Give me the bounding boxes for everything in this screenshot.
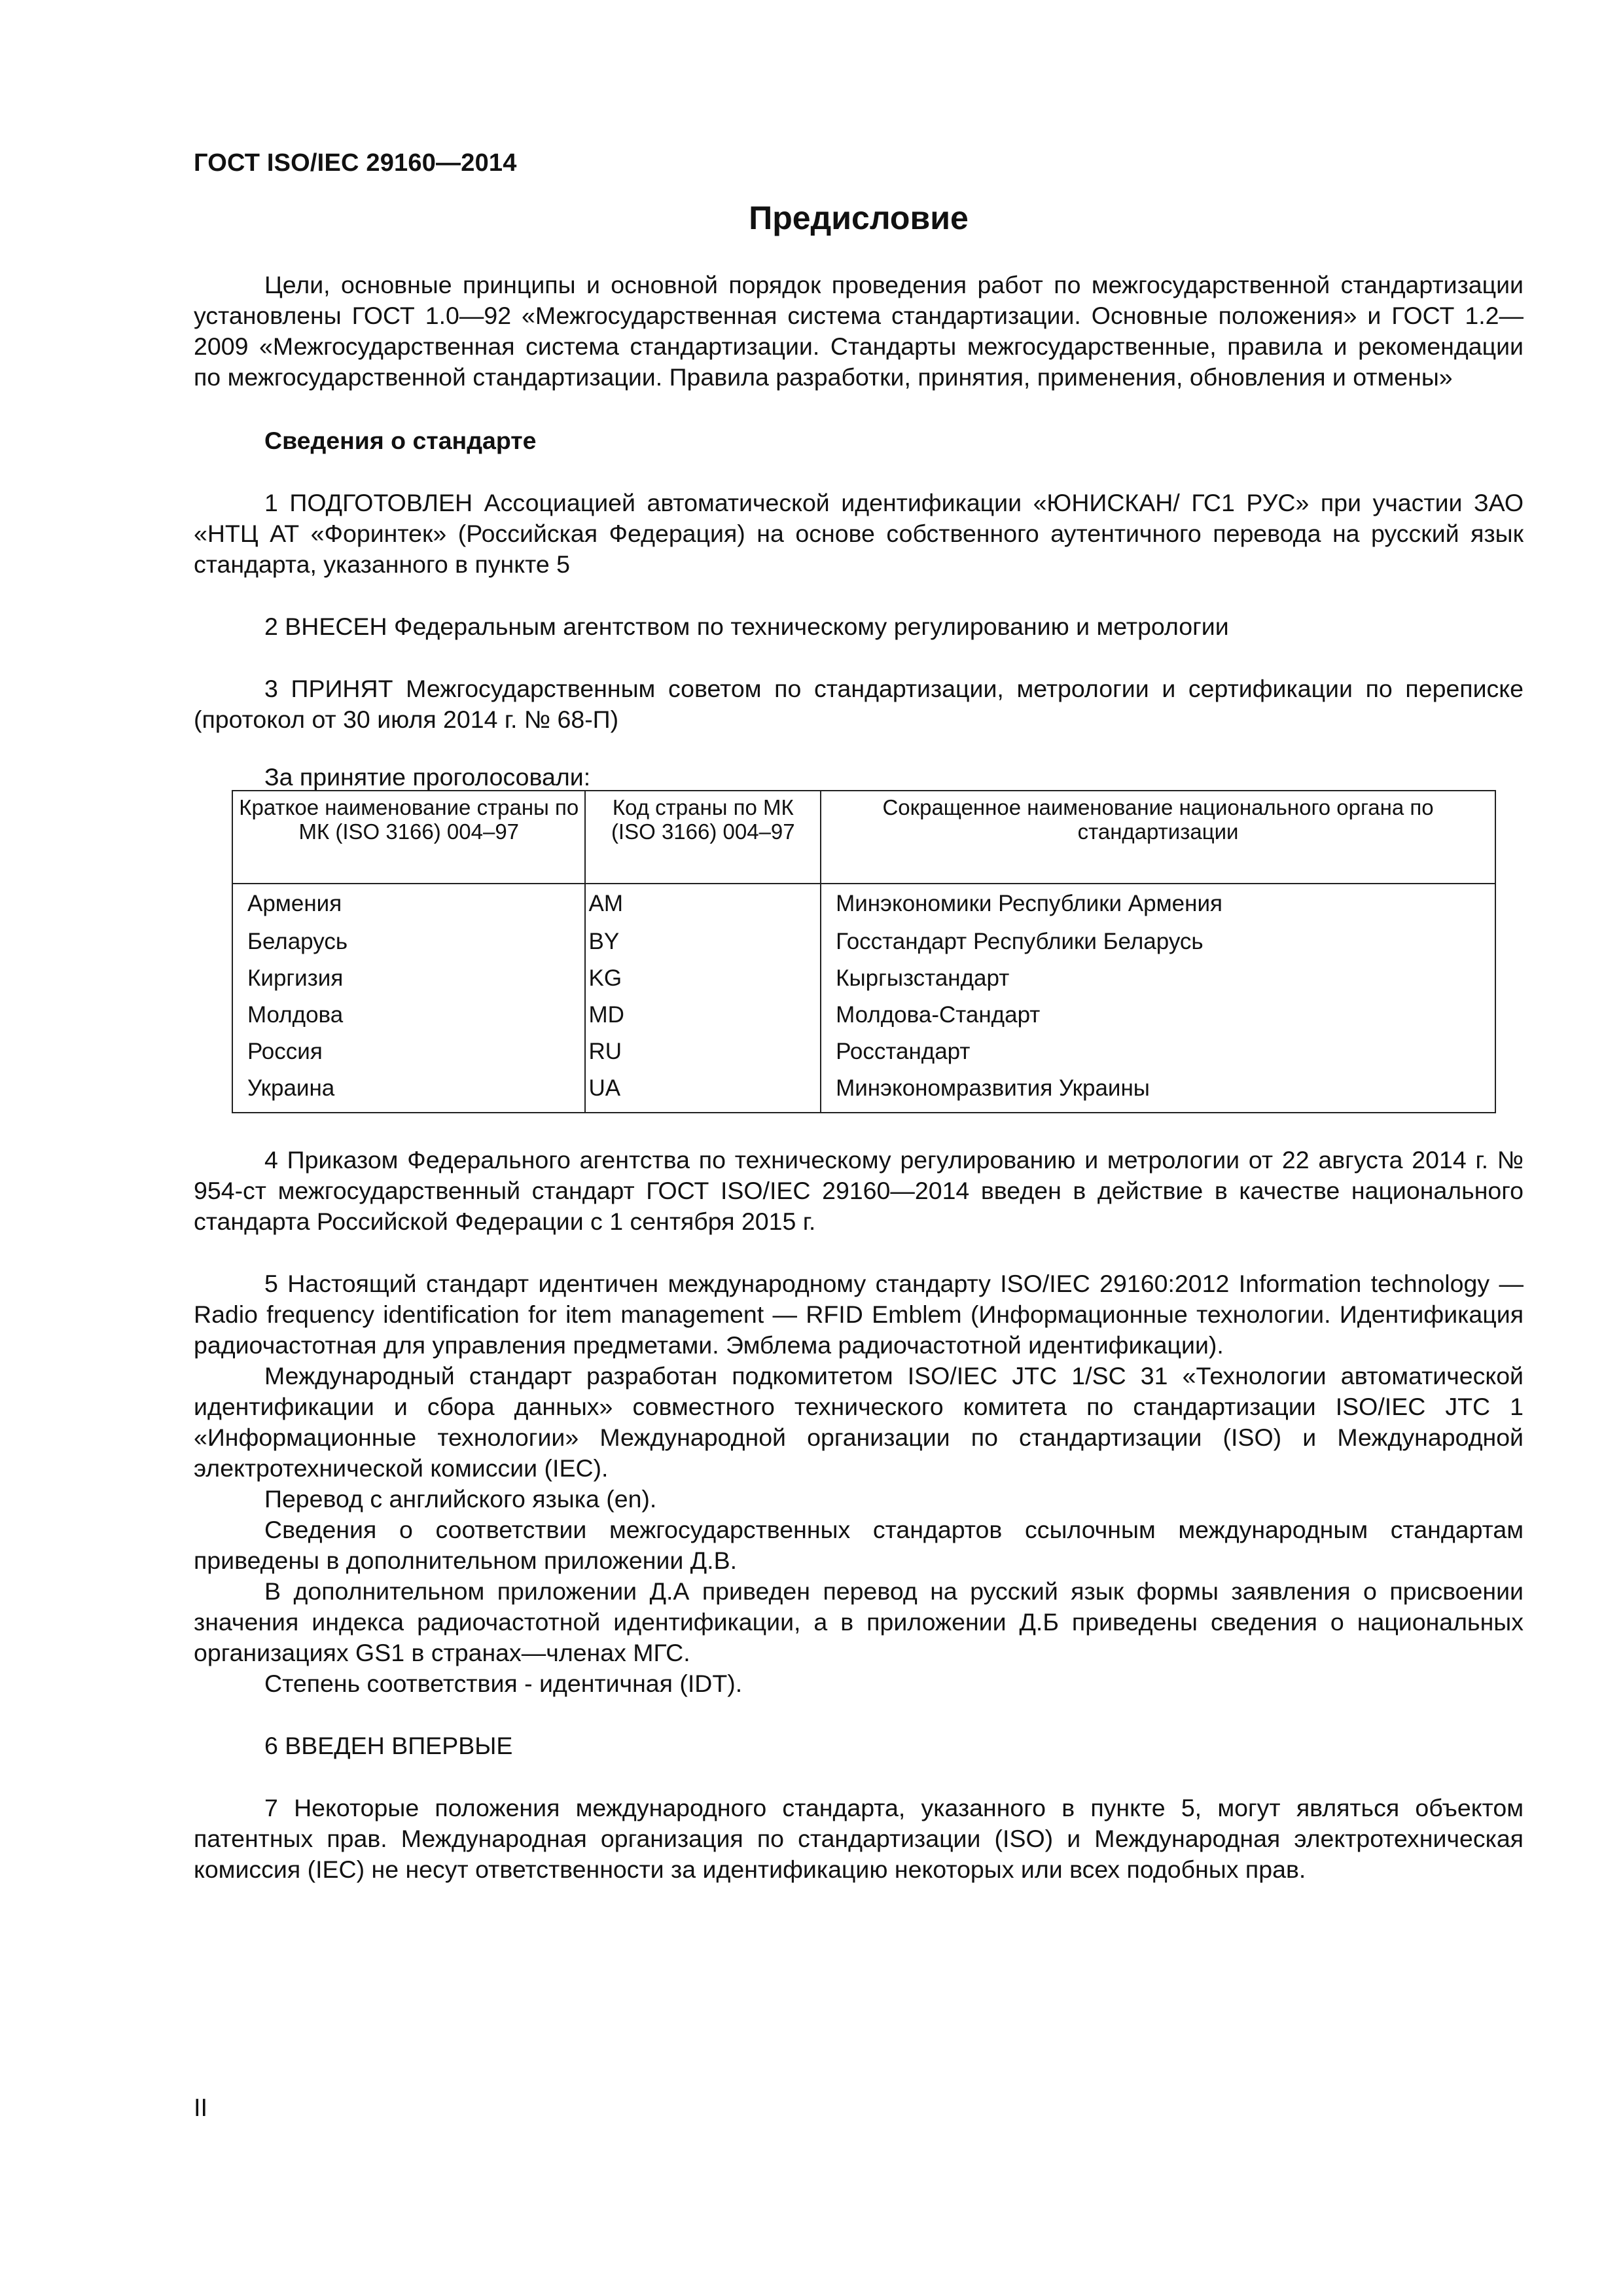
- item-4-paragraph: 4 Приказом Федерального агентства по техническому регулированию и метрологии от 22 августа 2014 г. № 954-ст межгосударственный стандарт ГОСТ ISO/IEC 29160—2014 введен в действие в качестве национального стандарта Российской Федерации с 1 сентября 2015 г.: [194, 1146, 1524, 1235]
- item-5-translation-paragraph: Перевод с английского языка (en).: [264, 1485, 657, 1513]
- page-number: II: [194, 2094, 208, 2122]
- country-cell: Украина: [232, 1074, 585, 1113]
- intro-paragraph: Цели, основные принципы и основной порядок проведения работ по межгосударственной стандартизации установлены ГОСТ 1.0—92 «Межгосударственная система стандартизации. Основные положения» и ГОСТ 1.2—2009 «Межгосударственная система стандартизации. Стандарты межгосударственные, правила и рекомендации по межгосударственной стандартизации. Правила разработки, принятия, применения, обновления и отмены»: [194, 271, 1524, 391]
- vote-table-header-row: [232, 791, 1495, 884]
- item-7-paragraph: 7 Некоторые положения международного стандарта, указанного в пункте 5, могут являться объектом патентных прав. Международная организация по стандартизации (ISO) и Международная электротехническая комиссия (IEC) не несут ответственности за идентификацию некоторых или всех подобных прав.: [194, 1794, 1524, 1883]
- country-cell: Армения: [232, 884, 585, 927]
- section-subheading: Сведения о стандарте: [264, 427, 537, 454]
- vote-table: [232, 790, 1496, 1113]
- country-cell: Киргизия: [232, 964, 585, 1001]
- column-header-country: Краткое наименование страны по МК (ISO 3166) 004–97: [232, 791, 585, 884]
- country-cell: Беларусь: [232, 927, 585, 964]
- vote-table-caption: За принятие проголосовали:: [264, 763, 591, 791]
- table-row: [232, 884, 1495, 927]
- table-row: [232, 1001, 1495, 1037]
- item-5-committee-paragraph: Международный стандарт разработан подкомитетом ISO/IEC JTC 1/SC 31 «Технологии автоматической идентификации и сбора данных» совместного технического комитета по стандартизации ISO/IEC JTC 1 «Информационные технологии» Международной организации по стандартизации (ISO) и Международной электротехнической комиссии (IEC).: [194, 1362, 1524, 1482]
- item-2-paragraph: 2 ВНЕСЕН Федеральным агентством по техническому регулированию и метрологии: [264, 613, 1229, 640]
- item-5-conformity-paragraph: Степень соответствия - идентичная (IDT).: [264, 1670, 743, 1697]
- code-cell: MD: [585, 1001, 821, 1037]
- table-row: [232, 927, 1495, 964]
- country-cell: Молдова: [232, 1001, 585, 1037]
- item-3-paragraph: 3 ПРИНЯТ Межгосударственным советом по стандартизации, метрологии и сертификации по переписке (протокол от 30 июля 2014 г. № 68-П): [194, 675, 1524, 733]
- organization-cell: Росстандарт: [821, 1037, 1495, 1074]
- code-cell: KG: [585, 964, 821, 1001]
- country-cell: Россия: [232, 1037, 585, 1074]
- document-header: ГОСТ ISO/IEC 29160—2014: [194, 149, 517, 177]
- code-cell: AM: [585, 884, 821, 927]
- organization-cell: Молдова-Стандарт: [821, 1001, 1495, 1037]
- column-header-organization: Сокращенное наименование национального органа по стандартизации: [821, 791, 1495, 884]
- item-6-paragraph: 6 ВВЕДЕН ВПЕРВЫЕ: [264, 1732, 513, 1759]
- item-5-annex-paragraph: В дополнительном приложении Д.А приведен перевод на русский язык формы заявления о присвоении значения индекса радиочастотной идентификации, а в приложении Д.Б приведены сведения о национальных организациях GS1 в странах—членах МГС.: [194, 1577, 1524, 1666]
- table-row: [232, 1037, 1495, 1074]
- item-1-paragraph: 1 ПОДГОТОВЛЕН Ассоциацией автоматической идентификации «ЮНИСКАН/ ГС1 РУС» при участии ЗАО «НТЦ АТ «Форинтек» (Российская Федерация) на основе собственного аутентичного перевода на русский язык стандарта, указанного в пункте 5: [194, 489, 1524, 578]
- item-5-paragraph: 5 Настоящий стандарт идентичен международному стандарту ISO/IEC 29160:2012 Information technology — Radio frequency identification for item management — RFID Emblem (Информационные технологии. Идентификация радиочастотная для управления предметами. Эмблема радиочастотной идентификации).: [194, 1270, 1524, 1359]
- organization-cell: Госстандарт Республики Беларусь: [821, 927, 1495, 964]
- table-row: [232, 1074, 1495, 1113]
- code-cell: BY: [585, 927, 821, 964]
- item-5-references-paragraph: Сведения о соответствии межгосударственных стандартов ссылочным международным стандартам приведены в дополнительном приложении Д.В.: [194, 1516, 1524, 1574]
- table-row: [232, 964, 1495, 1001]
- organization-cell: Кыргызстандарт: [821, 964, 1495, 1001]
- organization-cell: Минэкономики Республики Армения: [821, 884, 1495, 927]
- code-cell: RU: [585, 1037, 821, 1074]
- page-title: Предисловие: [749, 200, 969, 236]
- column-header-code: Код страны по МК (ISO 3166) 004–97: [585, 791, 821, 884]
- organization-cell: Минэкономразвития Украины: [821, 1074, 1495, 1113]
- document-page: [194, 0, 1524, 2296]
- document-body: [194, 270, 1524, 1885]
- code-cell: UA: [585, 1074, 821, 1113]
